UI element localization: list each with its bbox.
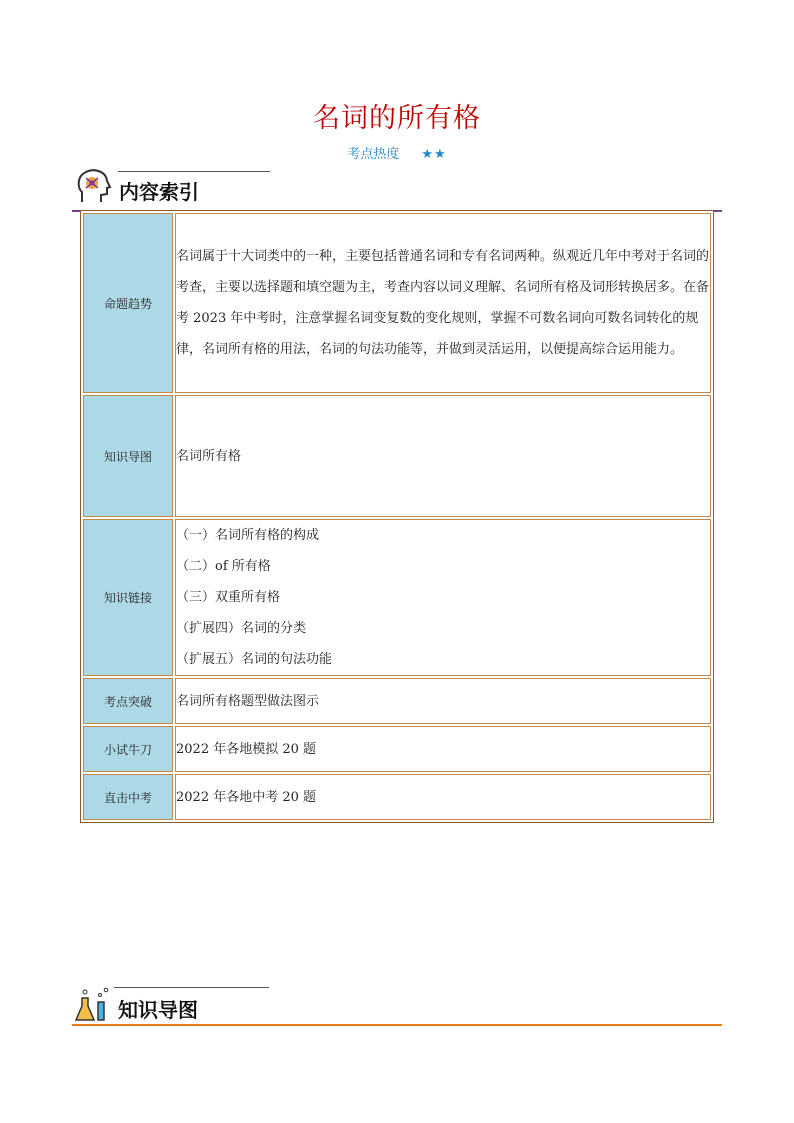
- list-item: （扩展五）名词的句法功能: [176, 652, 333, 667]
- row-content: 2022 年各地中考 20 题: [175, 774, 711, 820]
- heat-stars: ★★: [421, 147, 447, 162]
- table-row: [83, 726, 711, 772]
- section-header-index: [72, 166, 722, 212]
- heat-label: 考点热度: [347, 147, 400, 162]
- row-header: 知识链接: [83, 519, 173, 676]
- section-label: 内容索引: [119, 180, 199, 204]
- table-row: [83, 678, 711, 724]
- row-content: 2022 年各地模拟 20 题: [175, 726, 711, 772]
- table-row: [83, 213, 711, 393]
- list-item: （一）名词所有格的构成: [176, 528, 320, 543]
- row-content: [175, 519, 711, 676]
- table-row: [83, 395, 711, 517]
- list-item: （三）双重所有格: [176, 590, 281, 605]
- section-header-mindmap: [72, 984, 722, 1026]
- heat-rating: [0, 143, 794, 162]
- row-header: 知识导图: [83, 395, 173, 517]
- table-row: [83, 774, 711, 820]
- table-row: [83, 519, 711, 676]
- header-top-rule: [118, 171, 270, 172]
- brain-head-icon: [74, 166, 114, 206]
- row-header: 考点突破: [83, 678, 173, 724]
- row-header: 小试牛刀: [83, 726, 173, 772]
- document-title: 名词的所有格: [313, 103, 481, 134]
- row-header: 直击中考: [83, 774, 173, 820]
- list-item: （二）of 所有格: [176, 559, 271, 574]
- row-header: 命题趋势: [83, 213, 173, 393]
- row-content: 名词所有格题型做法图示: [175, 678, 711, 724]
- lab-flask-icon: [72, 984, 112, 1024]
- section-label: 知识导图: [118, 998, 198, 1022]
- content-index-table: [80, 210, 714, 823]
- header-top-rule: [114, 987, 269, 988]
- row-content: 名词属于十大词类中的一种，主要包括普通名词和专有名词两种。纵观近几年中考对于名词的考查，主要以选择题和填空题为主，考查内容以词义理解、名词所有格及词形转换居多。在备考 2023 年中考时，注意掌握名词变复数的变化规则，掌握不可数名词向可数名词转化的规律，名词所有格的用法，名词的句法功能等，并做到灵活运用，以便提高综合运用能力。: [175, 213, 711, 393]
- row-content: 名词所有格: [175, 395, 711, 517]
- list-item: （扩展四）名词的分类: [176, 621, 307, 636]
